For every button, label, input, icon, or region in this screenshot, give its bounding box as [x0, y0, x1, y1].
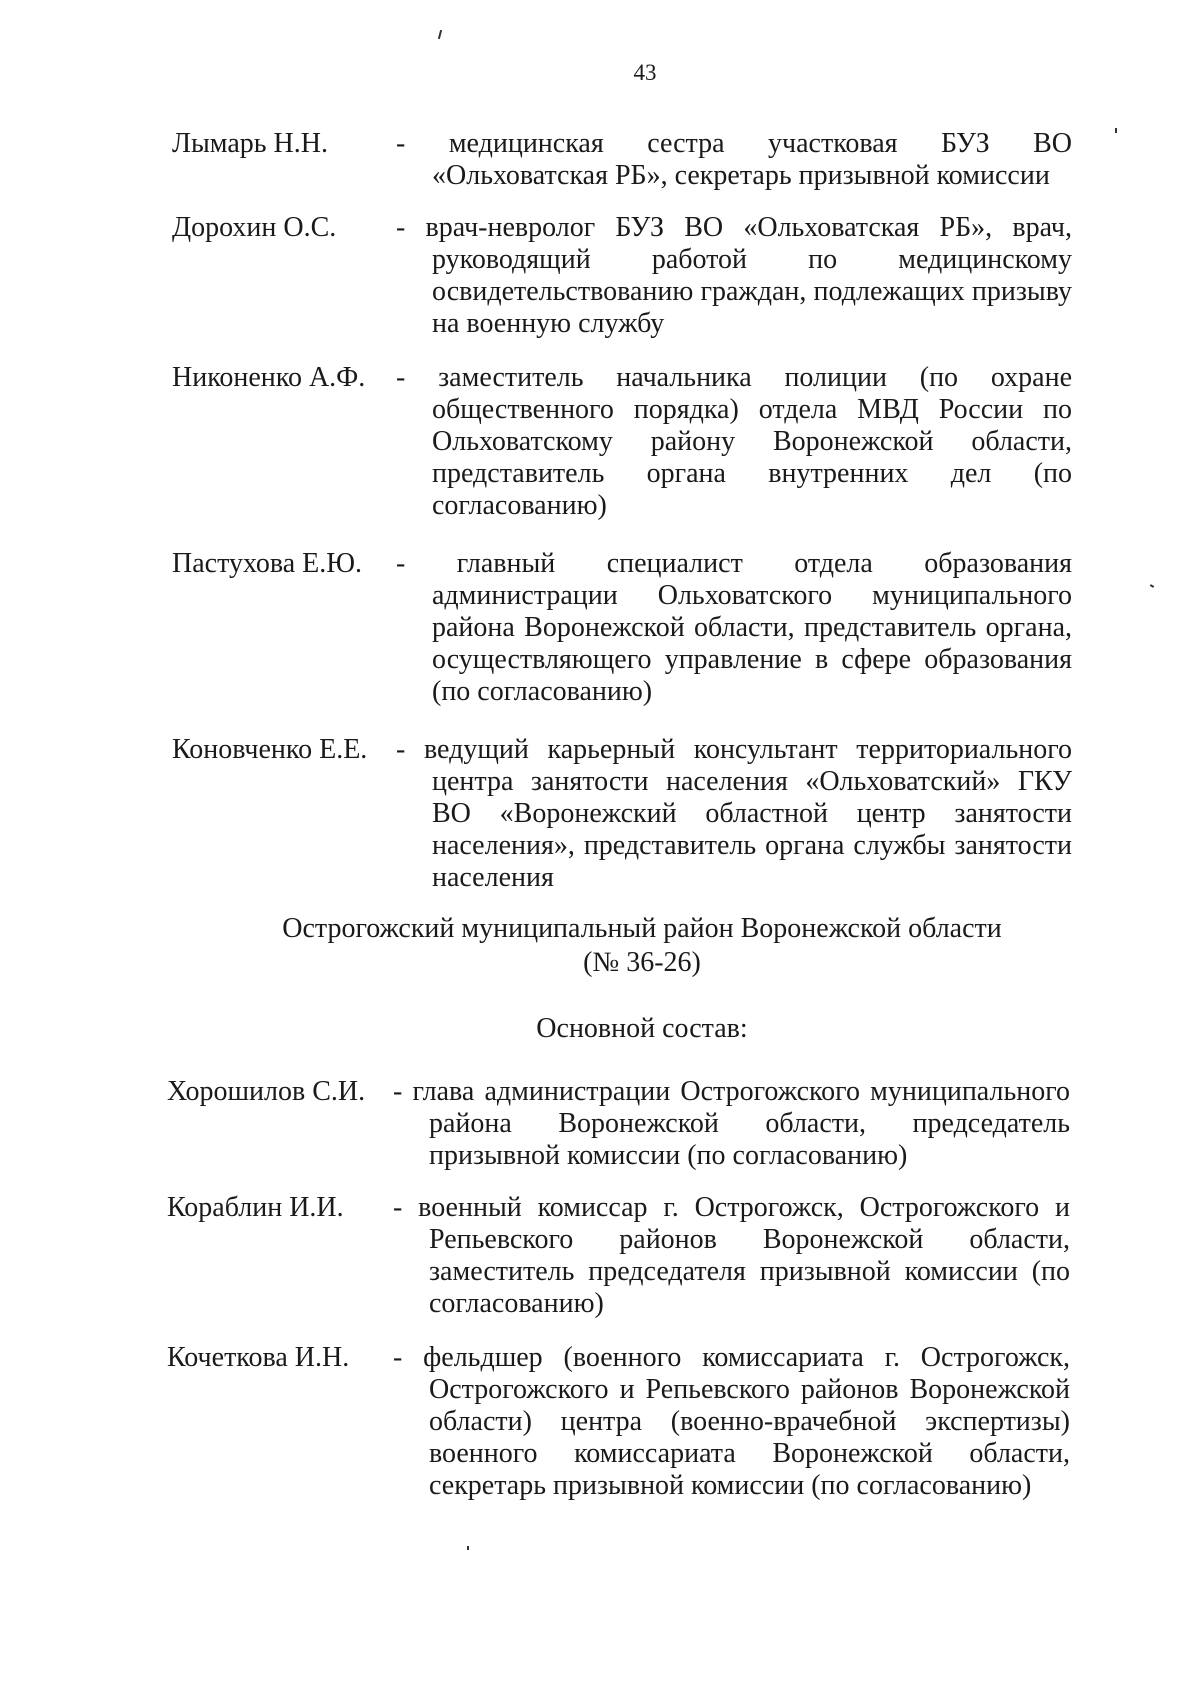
member-entry	[0, 128, 1200, 192]
member-role: - военный комиссар г. Острогожск, Острогожского и Репьевского районов Воронежской области, заместитель председателя призывной комиссии (по согласованию)	[393, 1192, 1070, 1319]
member-entry	[0, 548, 1200, 708]
member-name: Пастухова Е.Ю.	[172, 548, 363, 579]
member-role: - врач-невролог БУЗ ВО «Ольховатская РБ», врач, руководящий работой по медицинскому освидетельствованию граждан, подлежащих призыву на военную службу	[396, 212, 1072, 339]
member-role: - фельдшер (военного комиссариата г. Острогожск, Острогожского и Репьевского районов Воронежской области) центра (военно-врачебной экспертизы) военного комиссариата Воронежской области, секретарь призывной комиссии (по согласованию)	[393, 1342, 1070, 1501]
district-heading-number: (№ 36-26)	[583, 947, 701, 978]
commission-members-list-1	[0, 128, 1200, 894]
member-entry	[0, 362, 1200, 522]
member-entry	[0, 1192, 1200, 1320]
member-role: - заместитель начальника полиции (по охране общественного порядка) отдела МВД России по Ольховатскому району Воронежской области, представитель органа внутренних дел (по согласованию)	[396, 362, 1072, 521]
member-name: Коновченко Е.Е.	[172, 734, 368, 765]
member-entry	[0, 1342, 1200, 1502]
member-entry	[0, 734, 1200, 894]
member-entry	[0, 1076, 1200, 1172]
commission-members-list-2	[0, 1076, 1200, 1502]
district-heading	[0, 912, 1200, 980]
member-role: - глава администрации Острогожского муниципального района Воронежской области, председатель призывной комиссии (по согласованию)	[393, 1076, 1070, 1171]
member-name: Лымарь Н.Н.	[172, 128, 328, 159]
composition-heading: Основной состав:	[536, 1013, 748, 1044]
member-role: - медицинская сестра участковая БУЗ ВО «Ольховатская РБ», секретарь призывной комиссии	[396, 128, 1072, 191]
member-name: Кочеткова И.Н.	[167, 1342, 350, 1373]
district-heading-name: Острогожский муниципальный район Воронежской области	[282, 913, 1002, 944]
scan-speck	[438, 30, 442, 39]
scan-speck	[467, 1546, 469, 1550]
page-number: 43	[633, 60, 657, 85]
member-name: Дорохин О.С.	[172, 212, 337, 243]
member-role: - главный специалист отдела образования администрации Ольховатского муниципального района Воронежской области, представитель органа, осуществляющего управление в сфере образования (по согласованию)	[396, 548, 1072, 707]
member-name: Кораблин И.И.	[167, 1192, 344, 1223]
member-name: Никоненко А.Ф.	[172, 362, 366, 393]
member-name: Хорошилов С.И.	[167, 1076, 366, 1107]
member-role: - ведущий карьерный консультант территориального центра занятости населения «Ольховатский» ГКУ ВО «Воронежский областной центр занятости населения», представитель органа службы занятости населения	[396, 734, 1072, 893]
member-entry	[0, 212, 1200, 340]
